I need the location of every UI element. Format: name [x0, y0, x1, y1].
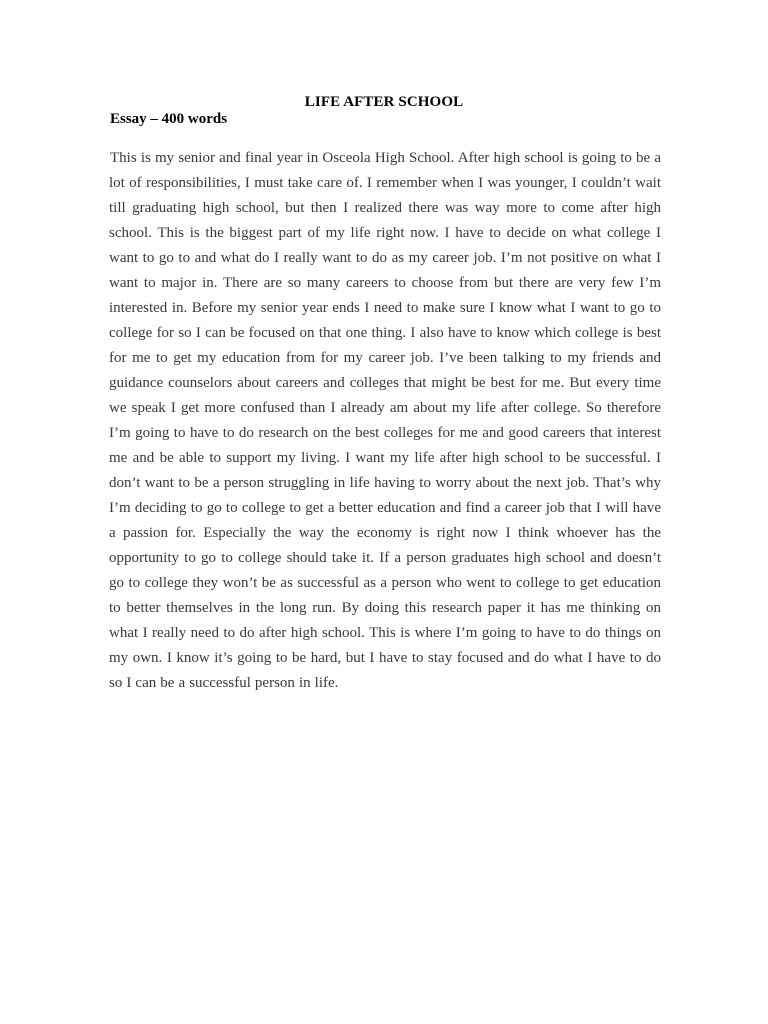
essay-title: LIFE AFTER SCHOOL	[304, 94, 464, 110]
essay-subtitle: Essay – 400 words	[110, 111, 228, 127]
essay-body: This is my senior and final year in Osceola High School. After high school is going to be a lot of responsibilities, I must take care of. I remember when I was younger, I couldn’t wait till graduating high school, but then I realized there was way more to come after high school. This is the biggest part of my life right now. I have to decide on what college I want to go to and what do I really want to do as my career job. I’m not positive on what I want to major in. There are so many careers to choose from but there are very few I’m interested in. Before my senior year ends I need to make sure I know what I want to go to college for so I can be focused on that one thing. I also have to know which college is best for me to get my education from for my career job. I’ve been talking to my friends and guidance counselors about careers and colleges that might be best for me. But every time we speak I get more confused than I already am about my life after college. So therefore I’m going to have to do research on the best colleges for me and good careers that interest me and be able to support my living. I want my life after high school to be successful. I don’t want to be a person struggling in life having to worry about the next job. That’s why I’m deciding to go to college to get a better education and find a career job that I will have a passion for. Especially the way the economy is right now I think whoever has the opportunity to go to college should take it. If a person graduates high school and doesn’t go to college they won’t be as successful as a person who went to college to get education to better themselves in the long run. By doing this research paper it has me thinking on what I really need to do after high school. This is where I’m going to have to do things on my own. I know it’s going to be hard, but I have to stay focused and do what I have to do so I can be a successful person in life.	[109, 150, 661, 691]
